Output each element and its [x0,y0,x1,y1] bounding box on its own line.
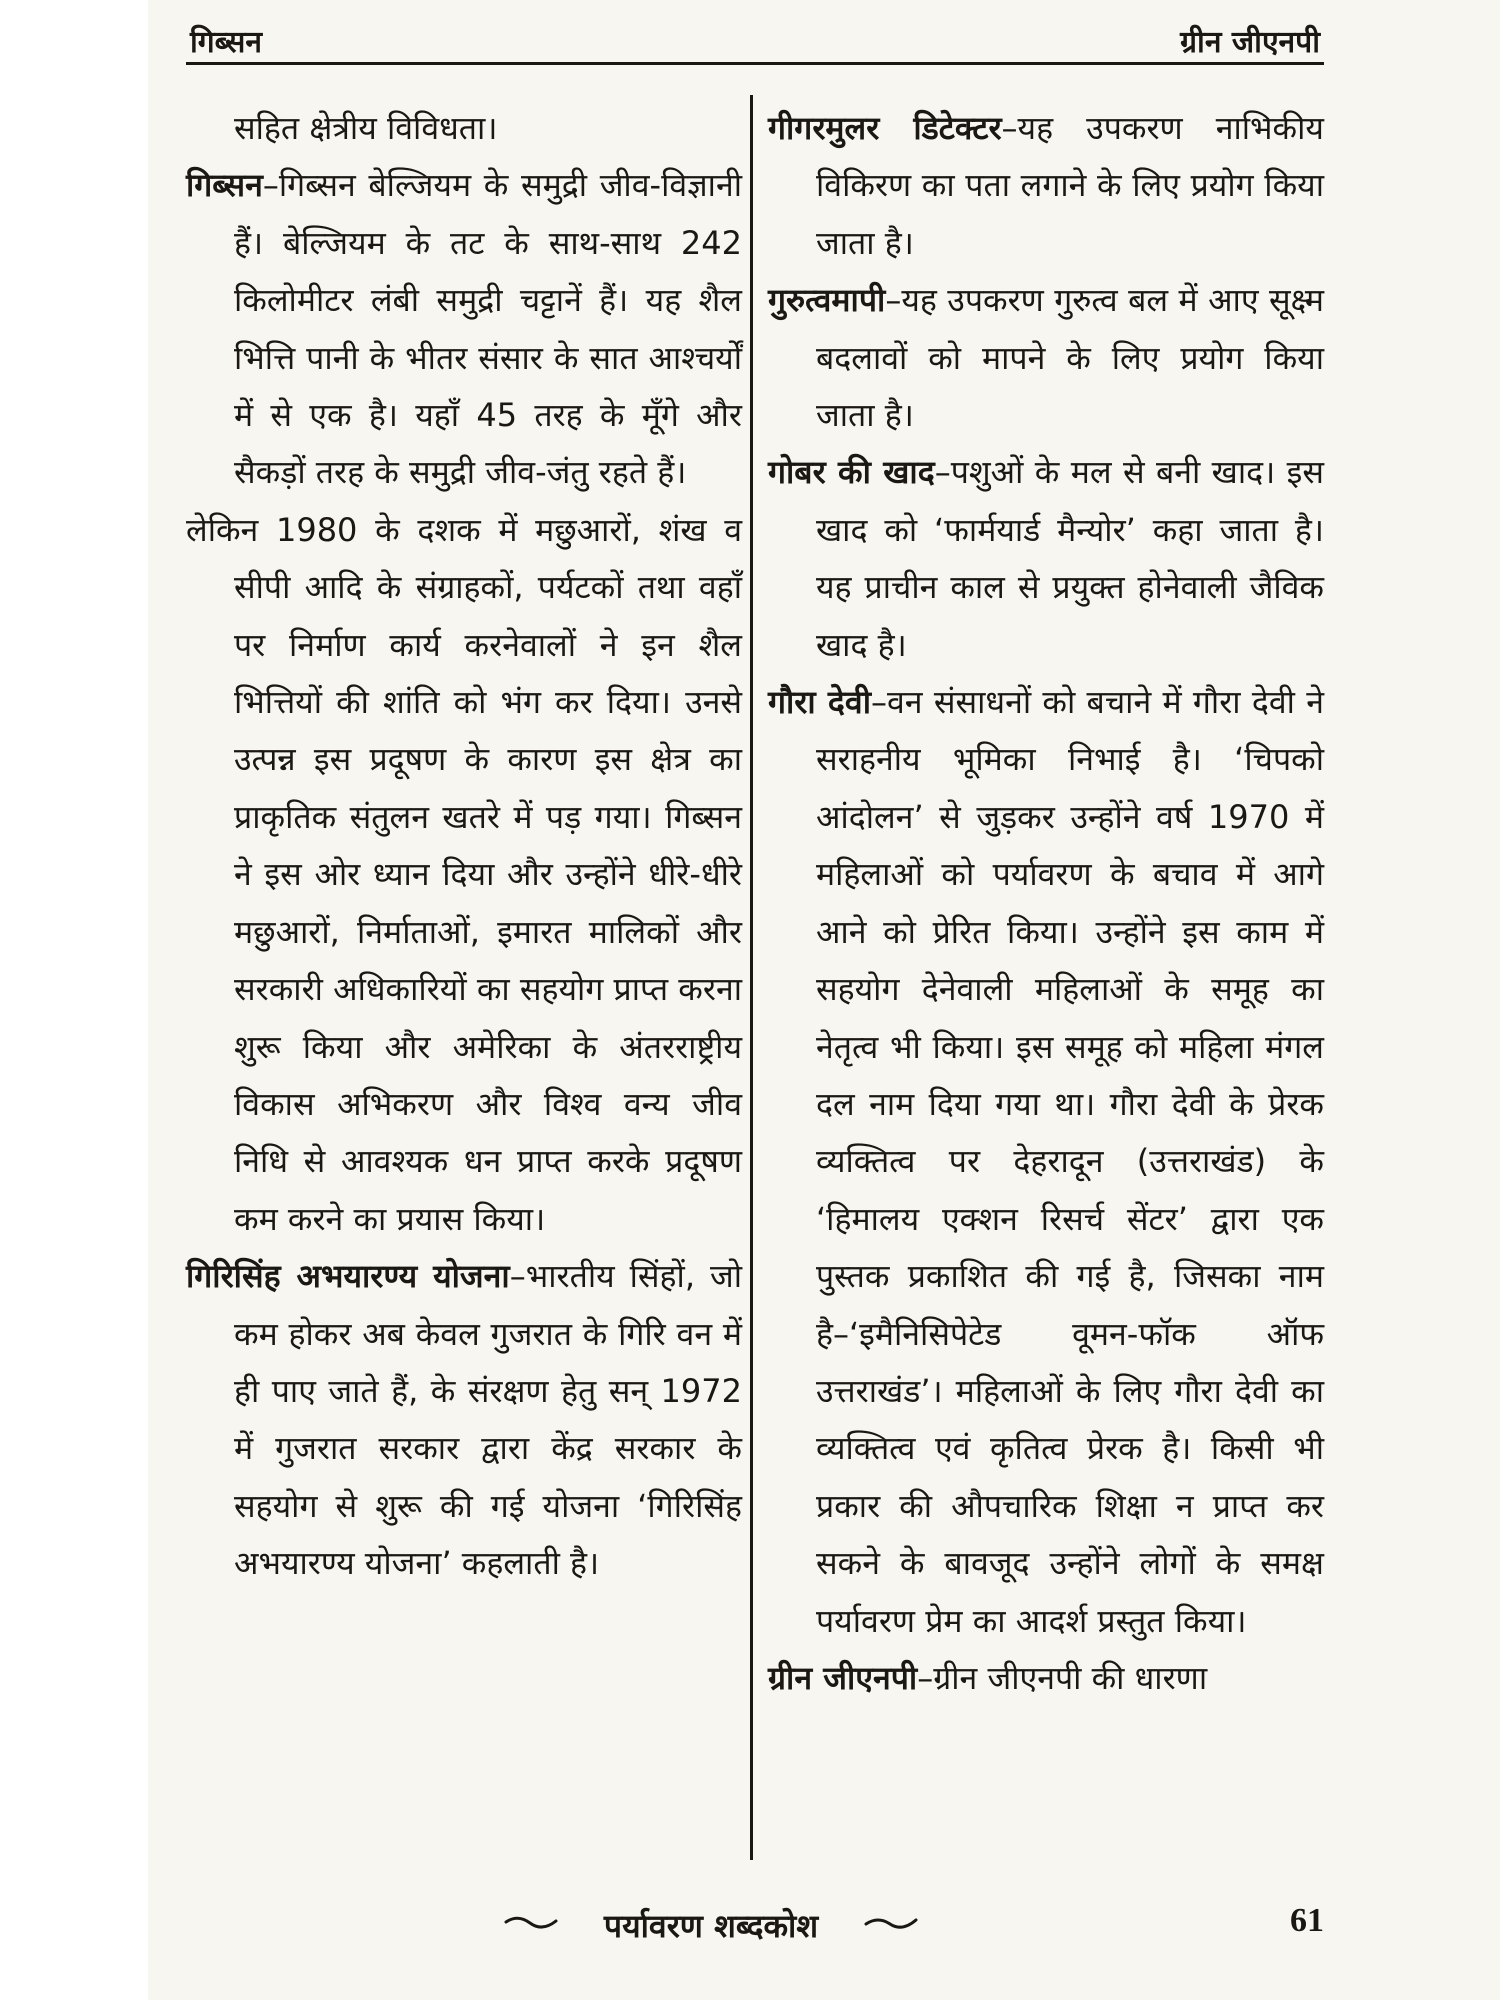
entry-gibson [186,157,742,501]
header-left-guide-word: गिब्सन [190,25,263,60]
entry-text: –गिब्सन बेल्जियम के समुद्री जीव-विज्ञानी हैं। बेल्जियम के तट के साथ-साथ 242 किलोमीटर लंबी समुद्री चट्टानें हैं। यह शैल भित्ति पानी के भीतर संसार के सात आश्चर्यों में से एक है। यहाँ 45 तरह के मूँगे और सैकड़ों तरह के समुद्री जीव-जंतु रहते हैं। [234,166,742,492]
page-number: 61 [1290,1902,1324,1939]
entry-gibson-paragraph [186,502,742,1248]
header-rule [186,62,1324,65]
entry-term: गिरिसिंह अभयारण्य योजना [186,1257,510,1296]
page-footer [186,1900,1324,1960]
column-divider [750,95,753,1860]
entry-text: –भारतीय सिंहों, जो कम होकर अब केवल गुजरात के गिरि वन में ही पाए जाते हैं, के संरक्षण हेतु सन् 1972 में गुजरात सरकार द्वारा केंद्र सरकार के सहयोग से शुरू की गई योजना ‘गिरिसिंह अभयारण्य योजना’ कहलाती है। [234,1257,742,1583]
entry-term: गोबर की खाद [768,453,935,492]
entry-text: –यह उपकरण नाभिकीय विकिरण का पता लगाने के लिए प्रयोग किया जाता है। [816,109,1324,262]
entry-text: लेकिन 1980 के दशक में मछुआरों, शंख व सीपी आदि के संग्राहकों, पर्यटकों तथा वहाँ पर निर्माण कार्य करनेवालों ने इन शैल भित्तियों की शांति को भंग कर दिया। उनसे उत्पन्न इस प्रदूषण के कारण इस क्षेत्र का प्राकृतिक संतुलन खतरे में पड़ गया। गिब्सन ने इस ओर ध्यान दिया और उन्होंने धीरे-धीरे मछुआरों, निर्माताओं, इमारत मालिकों और सरकारी अधिकारियों का सहयोग प्राप्त करना शुरू किया और अमेरिका के अंतरराष्ट्रीय विकास अभिकरण और विश्व वन्य जीव निधि से आवश्यक धन प्राप्त करके प्रदूषण कम करने का प्रयास किया। [186,510,742,1238]
entry-text: –ग्रीन जीएनपी की धारणा [917,1658,1208,1697]
entry-term: गिब्सन [186,166,263,205]
entry-term: गौरा देवी [768,683,872,722]
entry-gaura-devi [768,674,1324,1650]
entry-term: गीगरमुलर डिटेक्टर [768,109,1002,147]
entry-continuation [186,100,742,157]
running-header [190,14,1320,60]
entry-term: गुरुत्वमापी [768,281,886,320]
entry-text: सहित क्षेत्रीय विविधता। [234,109,498,147]
entry-text: –यह उपकरण गुरुत्व बल में आए सूक्ष्म बदलावों को मापने के लिए प्रयोग किया जाता है। [816,281,1324,435]
entry-geiger-muller [768,100,1324,272]
footer-book-title: पर्यावरण शब्दकोश [603,1907,819,1945]
entry-gravimeter [768,272,1324,444]
entry-text: –पशुओं के मल से बनी खाद। इस खाद को ‘फार्मयार्ड मैन्योर’ कहा जाता है। यह प्राचीन काल से प्रयुक्त होनेवाली जैविक खाद है। [816,453,1325,664]
entry-term: ग्रीन जीएनपी [768,1658,918,1697]
entry-girisingh [186,1248,742,1592]
header-right-guide-word: ग्रीन जीएनपी [1180,25,1320,60]
entry-gobar-khad [768,444,1324,674]
swash-right-ornament [864,1912,918,1934]
scan-margin [0,0,148,2000]
right-column [768,100,1324,1707]
left-column [186,100,742,1593]
entry-text: –वन संसाधनों को बचाने में गौरा देवी ने सराहनीय भूमिका निभाई है। ‘चिपको आंदोलन’ से जुड़कर उन्होंने वर्ष 1970 में महिलाओं को पर्यावरण के बचाव में आगे आने को प्रेरित किया। उन्होंने इस काम में सहयोग देनेवाली महिलाओं के समूह का नेतृत्व भी किया। इस समूह को महिला मंगल दल नाम दिया गया था। गौरा देवी के प्रेरक व्यक्तित्व पर देहरादून (उत्तराखंड) के ‘हिमालय एक्शन रिसर्च सेंटर’ द्वारा एक पुस्तक प्रकाशित की गई है, जिसका नाम है–‘इमैनिसिपेटेड वूमन-फॉक ऑफ उत्तराखंड’। महिलाओं के लिए गौरा देवी का व्यक्तित्व एवं कृतित्व प्रेरक है। किसी भी प्रकार की औपचारिक शिक्षा न प्राप्त कर सकने के बावजूद उन्होंने लोगों के समक्ष पर्यावरण प्रेम का आदर्श प्रस्तुत किया। [816,683,1324,1640]
entry-green-gnp [768,1650,1324,1707]
